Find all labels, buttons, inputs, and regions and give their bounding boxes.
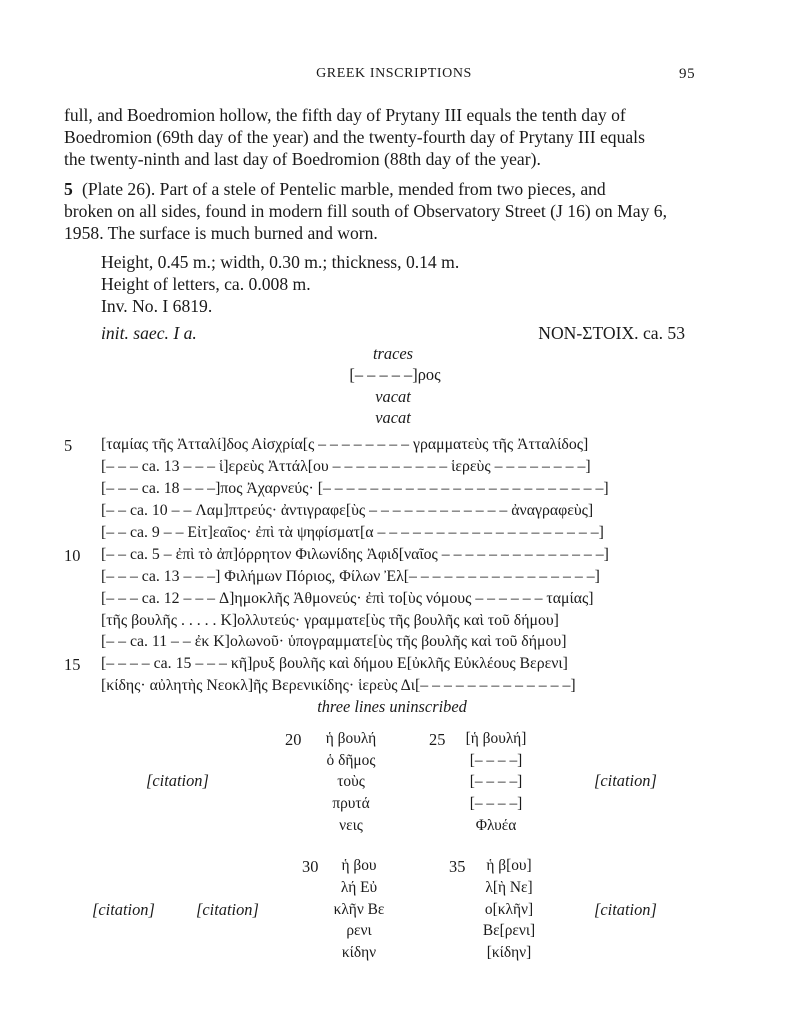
citation-label: [citation] <box>92 900 155 919</box>
entry-line: (Plate 26). Part of a stele of Pentelic marble, mended from two pieces, and <box>82 179 606 199</box>
crown-line: νεις <box>339 817 363 834</box>
line-number: 10 <box>64 546 81 565</box>
crown-line: ρενι <box>346 922 372 939</box>
crown-line: ο[κλῆν] <box>484 901 534 918</box>
crown-line: λή Εὐ <box>340 879 378 896</box>
dimension-line: Inv. No. I 6819. <box>101 296 213 316</box>
crown-line: ἡ βου <box>341 857 377 874</box>
inscription-line: [κίδης· αὐλητὴς Νεοκλ]ῆς Βερενικίδης· ἱερεὺς Δι[– – – – – – – – – – – – –] <box>101 677 576 694</box>
crown-line: Φλυέα <box>475 817 517 834</box>
inscription-line: [– – – ca. 13 – – – ἱ]ερεὺς Ἀττάλ[ου – – – – – – – – – – ἱερεὺς – – – – – – – –] <box>101 458 591 475</box>
entry-number: 5 <box>64 179 73 199</box>
citation-label: [citation] <box>146 771 209 790</box>
traces-label: traces <box>372 344 414 363</box>
citation-label: [citation] <box>594 900 657 919</box>
crown-line: ὁ δῆμος <box>326 752 376 769</box>
entry-line: 1958. The surface is much burned and worn. <box>64 223 378 243</box>
date-label: init. saec. I a. <box>101 323 197 343</box>
crown-line: [– – – –] <box>469 773 523 790</box>
entry-line: broken on all sides, found in modern fill south of Observatory Street (J 16) on May 6, <box>64 201 667 221</box>
crown-line: ἡ βουλή <box>325 730 377 747</box>
crown-line: λ[ὴ Νε] <box>485 879 533 896</box>
crown-line: Βε[ρενι] <box>482 922 536 939</box>
inscription-line: [– – – ca. 13 – – –] Φιλήμων Πόριος, Φίλων Ἐλ[– – – – – – – – – – – – – – – –] <box>101 568 600 585</box>
crown-number: 30 <box>302 857 319 876</box>
crown-line: [– – – –] <box>469 795 523 812</box>
running-head-title: GREEK INSCRIPTIONS <box>316 66 472 81</box>
dimension-line: Height of letters, ca. 0.008 m. <box>101 274 311 294</box>
crown-line: [ἡ βουλή] <box>465 730 527 747</box>
crown-number: 25 <box>429 730 446 749</box>
line-number: 15 <box>64 655 81 674</box>
citation-label: [citation] <box>594 771 657 790</box>
crown-line: κίδην <box>341 944 377 961</box>
crown-number: 35 <box>449 857 466 876</box>
vacat-label: vacat <box>375 408 411 427</box>
line-number: 5 <box>64 436 73 455</box>
crown-line: [κίδην] <box>486 944 532 961</box>
uninscribed-note: three lines uninscribed <box>317 697 467 716</box>
style-label: NON-ΣΤΟΙΧ. ca. 53 <box>538 323 685 343</box>
crown-line: ἡ β[ου] <box>486 857 532 874</box>
inscription-line: [τῆς βουλῆς . . . . . K]ολλυτεύς· γραμματε[ὺς τῆς βουλῆς καὶ τοῦ δήμου] <box>101 612 559 629</box>
inscription-line: [– – ca. 5 – ἐπὶ τὸ ἀπ]όρρητον Φιλωνίδης Ἀφιδ[ναῖος – – – – – – – – – – – – – –] <box>101 546 609 563</box>
citation-label: [citation] <box>196 900 259 919</box>
inscription-line: [ταμίας τῆς Ἀτταλί]δος Αἰσχρία[ς – – – – – – – – γραμματεὺς τῆς Ἀτταλίδος] <box>101 436 589 453</box>
inscription-line: [– – ca. 11 – – ἐκ K]ολωνοῦ· ὑπογραμματε[ὺς τῆς βουλῆς καὶ τοῦ δήμου] <box>101 633 567 650</box>
crown-number: 20 <box>285 730 302 749</box>
vacat-label: vacat <box>375 387 411 406</box>
inscription-line: [– – – – ca. 15 – – – κῆ]ρυξ βουλῆς καὶ δήμου Ε[ὐκλῆς Εὐκλέους Βερενι] <box>101 655 568 672</box>
paragraph-line: full, and Boedromion hollow, the fifth day of Prytany III equals the tenth day of <box>64 105 626 125</box>
dimension-line: Height, 0.45 m.; width, 0.30 m.; thickness, 0.14 m. <box>101 252 460 272</box>
page-number: 95 <box>679 66 696 82</box>
inscription-line: [– – ca. 10 – – Λαμ]πτρεύς· ἀντιγραφε[ὺς – – – – – – – – – – – – ἀναγραφεὺς] <box>101 502 594 519</box>
paragraph-line: the twenty-ninth and last day of Boedromion (88th day of the year). <box>64 149 541 169</box>
inscription-line: [– – – ca. 12 – – – Δ]ημοκλῆς Ἀθμονεύς· ἐπὶ το[ὺς νόμους – – – – – – ταμίας] <box>101 590 594 607</box>
crown-line: [– – – –] <box>469 752 523 769</box>
crown-line: κλῆν Βε <box>333 901 385 918</box>
inscription-fragment: [– – – – –]ρος <box>349 365 441 384</box>
inscription-line: [– – ca. 9 – – Εἰτ]εαῖος· ἐπὶ τὰ ψηφίσματ[α – – – – – – – – – – – – – – – – – – –] <box>101 524 604 541</box>
paragraph-line: Boedromion (69th day of the year) and the twenty-fourth day of Prytany III equals <box>64 127 645 147</box>
crown-line: τοὺς <box>337 773 365 790</box>
inscription-line: [– – – ca. 18 – – –]πος Ἀχαρνεύς· [– – – – – – – – – – – – – – – – – – – – – – – –] <box>101 480 609 497</box>
crown-line: πρυτά <box>332 795 370 812</box>
